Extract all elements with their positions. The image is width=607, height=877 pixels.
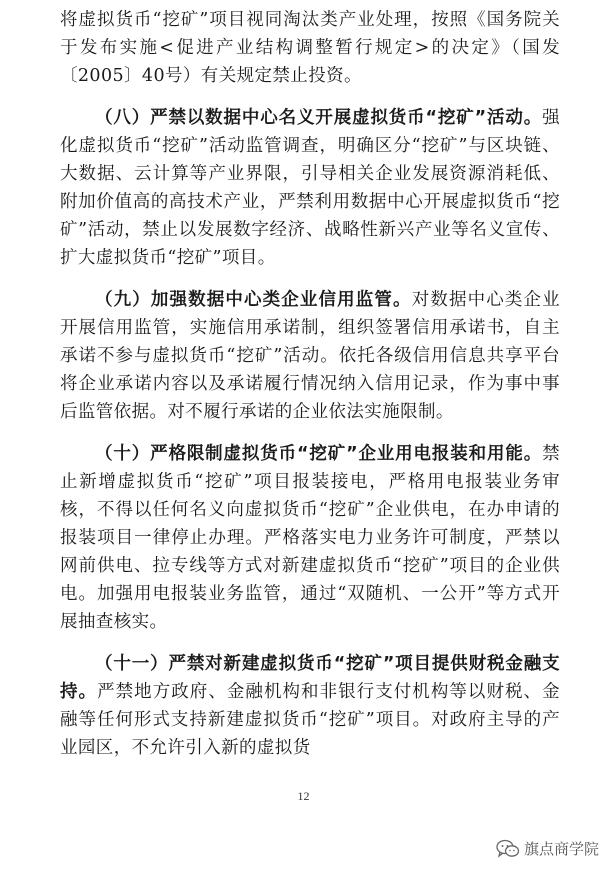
paragraph-2-heading: （九）加强数据中心类企业信用监管。 xyxy=(95,290,412,310)
paragraph-0-body: 将虚拟货币“挖矿”项目视同淘汰类产业处理，按照《国务院关于发布实施<促进产业结构调整暂行规定>的决定》（国发〔2005〕40号）有关规定禁止投资。 xyxy=(60,10,560,86)
document-page xyxy=(60,6,560,762)
paragraph-3-heading: （十）严格限制虚拟货币“挖矿”企业用电报装和用能。 xyxy=(95,444,543,464)
paragraph-2 xyxy=(60,286,560,426)
page-number: 12 xyxy=(297,789,310,803)
paragraph-4-heading: （十一）严禁对新建虚拟货币“挖矿”项目提供财税金融支持。 xyxy=(60,654,560,702)
paragraph-2-body: 对数据中心类企业开展信用监管，实施信用承诺制，组织签署信用承诺书，自主承诺不参与虚拟货币“挖矿”活动。依托各级信用信息共享平台将企业承诺内容以及承诺履行情况纳入信用记录，作为事中事后监管依据。对不履行承诺的企业依法实施限制。 xyxy=(60,290,560,422)
paragraph-3 xyxy=(60,440,560,636)
paragraph-1 xyxy=(60,104,560,272)
paragraph-0 xyxy=(60,6,560,90)
paragraph-3-body: 禁止新增虚拟货币“挖矿”项目报装接电，严格用电报装业务审核，不得以任何名义向虚拟货币“挖矿”企业供电，在办申请的报装项目一律停止办理。严格落实电力业务许可制度，严禁以网前供电、拉专线等方式对新建虚拟货币“挖矿”项目的企业供电。加强用电报装业务监管，通过“双随机、一公开”等方式开展抽查核实。 xyxy=(60,444,560,632)
paragraph-4-body: 严禁地方政府、金融机构和非银行支付机构等以财税、金融等任何形式支持新建虚拟货币“挖矿”项目。对政府主导的产业园区，不允许引入新的虚拟货 xyxy=(60,682,560,758)
paragraph-1-heading: （八）严禁以数据中心名义开展虚拟货币“挖矿”活动。 xyxy=(95,108,543,128)
wechat-icon xyxy=(496,839,520,859)
paragraph-4 xyxy=(60,650,560,762)
watermark-label: 旗点商学院 xyxy=(523,840,599,858)
paragraph-1-body: 强化虚拟货币“挖矿”活动监管调查，明确区分“挖矿”与区块链、大数据、云计算等产业界限，引导相关企业发展资源消耗低、附加价值高的高技术产业，严禁利用数据中心开展虚拟货币“挖矿”活动，禁止以发展数字经济、战略性新兴产业等名义宣传、扩大虚拟货币“挖矿”项目。 xyxy=(60,108,560,268)
watermark xyxy=(496,838,599,859)
